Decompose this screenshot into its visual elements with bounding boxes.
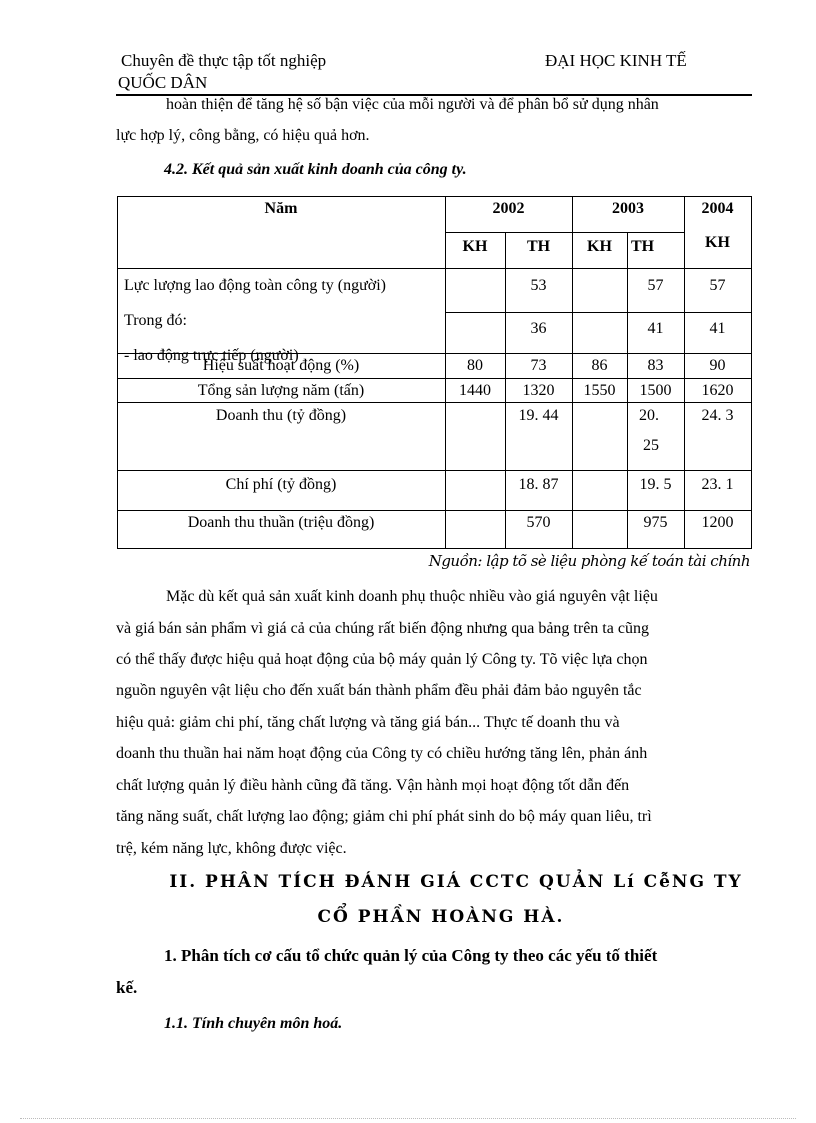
table-rule	[117, 268, 752, 269]
cell-rev-th2002: 19. 44	[518, 407, 559, 424]
row-label-of-which: Trong đó:	[124, 312, 187, 329]
table-rule	[117, 548, 752, 549]
cell-out-kh2002: 1440	[459, 382, 491, 399]
cell-labor-th2002: 53	[530, 277, 547, 294]
header-year: Năm	[264, 200, 298, 217]
table-rule	[117, 470, 752, 471]
section-1-heading-cont: kế.	[116, 978, 138, 997]
table-rule	[117, 510, 752, 511]
results-table	[117, 196, 752, 549]
intro-line-1: hoàn thiện để tăng hệ số bận việc của mỗi người và để phân bổ sử dụng nhân	[166, 96, 659, 113]
cell-eff-kh2004: 90	[709, 357, 726, 374]
header-th-2003: TH	[631, 238, 655, 255]
cell-direct-kh2004: 41	[709, 320, 726, 337]
cell-rev-kh2004: 24. 3	[701, 407, 734, 424]
body-line-2: và giá bán sản phẩm vì giá cả của chúng rất biến động nhưng qua bảng trên ta cũng	[116, 620, 649, 637]
body-line-3: có thể thấy được hiệu quả hoạt động của bộ máy quản lý Công ty. Tõ việc lựa chọn	[116, 651, 648, 668]
cell-eff-th2003: 83	[647, 357, 664, 374]
intro-line-2: lực hợp lý, công bằng, có hiệu quả hơn.	[116, 127, 370, 144]
cell-cost-th2003: 19. 5	[639, 476, 672, 493]
row-label-revenue: Doanh thu (tỷ đồng)	[215, 407, 347, 424]
source-note: Nguồn: lập tõ sè liệu phòng kế toán tài chính	[428, 552, 750, 570]
row-label-labor: Lực lượng lao động toàn công ty (người)	[124, 277, 386, 294]
cell-out-kh2004: 1620	[701, 382, 734, 399]
table-rule	[117, 196, 752, 197]
section-4-2-heading: 4.2. Kết quả sản xuất kinh doanh của công ty.	[164, 161, 467, 178]
row-label-efficiency: Hiệu suất hoạt động (%)	[202, 357, 360, 374]
header-right: ĐẠI HỌC KINH TẾ	[545, 51, 687, 70]
header-2004: 2004	[701, 200, 734, 217]
body-line-4: nguồn nguyên vật liệu cho đến xuất bán thành phẩm đều phải đảm bảo nguyên tắc	[116, 682, 642, 699]
body-line-5: hiệu quả: giảm chi phí, tăng chất lượng và tăng giá bán... Thực tế doanh thu và	[116, 714, 620, 731]
table-rule	[445, 232, 684, 233]
cell-rev-th2003: 20.	[639, 407, 659, 424]
cell-labor-th2003: 57	[647, 277, 664, 294]
table-rule	[117, 378, 752, 379]
cell-direct-th2002: 36	[530, 320, 547, 337]
header-2002: 2002	[492, 200, 525, 217]
header-left-line2: QUỐC DÂN	[118, 73, 208, 92]
table-rule	[751, 196, 752, 549]
cell-eff-th2002: 73	[530, 357, 547, 374]
cell-eff-kh2002: 80	[467, 357, 483, 374]
header-2003: 2003	[612, 200, 644, 217]
cell-cost-kh2004: 23. 1	[701, 476, 734, 493]
section-1-heading: 1. Phân tích cơ cấu tổ chức quản lý của Công ty theo các yếu tố thiết	[164, 946, 658, 965]
row-label-clipped: - lao động trực tiếp (người)	[124, 347, 299, 364]
section-1-1-heading: 1.1. Tính chuyên môn hoá.	[164, 1015, 343, 1032]
header-left: Chuyên đề thực tập tốt nghiệp	[121, 51, 327, 70]
table-rule	[117, 402, 752, 403]
cell-net-kh2004: 1200	[701, 514, 734, 531]
body-line-9: trệ, kém năng lực, không được việc.	[116, 840, 347, 857]
body-line-8: tăng năng suất, chất lượng lao động; giảm chi phí phát sinh do bộ máy quan liêu, trì	[116, 808, 652, 825]
body-line-7: chất lượng quản lý điều hành cũng đã tăng. Vận hành mọi hoạt động tốt dẫn đến	[116, 777, 630, 794]
header-kh-2004: KH	[705, 234, 730, 251]
body-line-1: Mặc dù kết quả sản xuất kinh doanh phụ thuộc nhiều vào giá nguyên vật liệu	[166, 588, 658, 605]
cell-net-th2003: 975	[643, 514, 668, 531]
cell-labor-kh2004: 57	[709, 277, 726, 294]
table-rule	[445, 312, 752, 313]
row-label-cost: Chí phí (tỷ đồng)	[225, 476, 337, 493]
cell-cost-th2002: 18. 87	[518, 476, 559, 493]
header-kh-2003: KH	[587, 238, 612, 255]
cell-rev-th2003-cont: 25	[643, 437, 659, 454]
row-label-output: Tổng sản lượng năm (tấn)	[197, 382, 365, 399]
cell-eff-kh2003: 86	[591, 357, 608, 374]
section-II-heading: II. PHÂN TÍCH ĐÁNH GIÁ CCTC QUẢN Lí CễNG TY	[169, 872, 743, 892]
page-bottom-border	[20, 1118, 796, 1119]
row-label-net-revenue: Doanh thu thuần (triệu đồng)	[187, 514, 375, 531]
cell-net-th2002: 570	[526, 514, 551, 531]
body-line-6: doanh thu thuần hai năm hoạt động của Công ty có chiều hướng tăng lên, phản ánh	[116, 745, 648, 762]
cell-out-th2002: 1320	[522, 382, 555, 399]
header-kh-2002: KH	[462, 238, 488, 255]
cell-out-kh2003: 1550	[583, 382, 616, 399]
section-II-heading-cont: CỔ PHẦN HOÀNG HÀ.	[317, 907, 565, 927]
cell-out-th2003: 1500	[639, 382, 672, 399]
header-th-2002: TH	[526, 238, 551, 255]
cell-direct-th2003: 41	[647, 320, 664, 337]
